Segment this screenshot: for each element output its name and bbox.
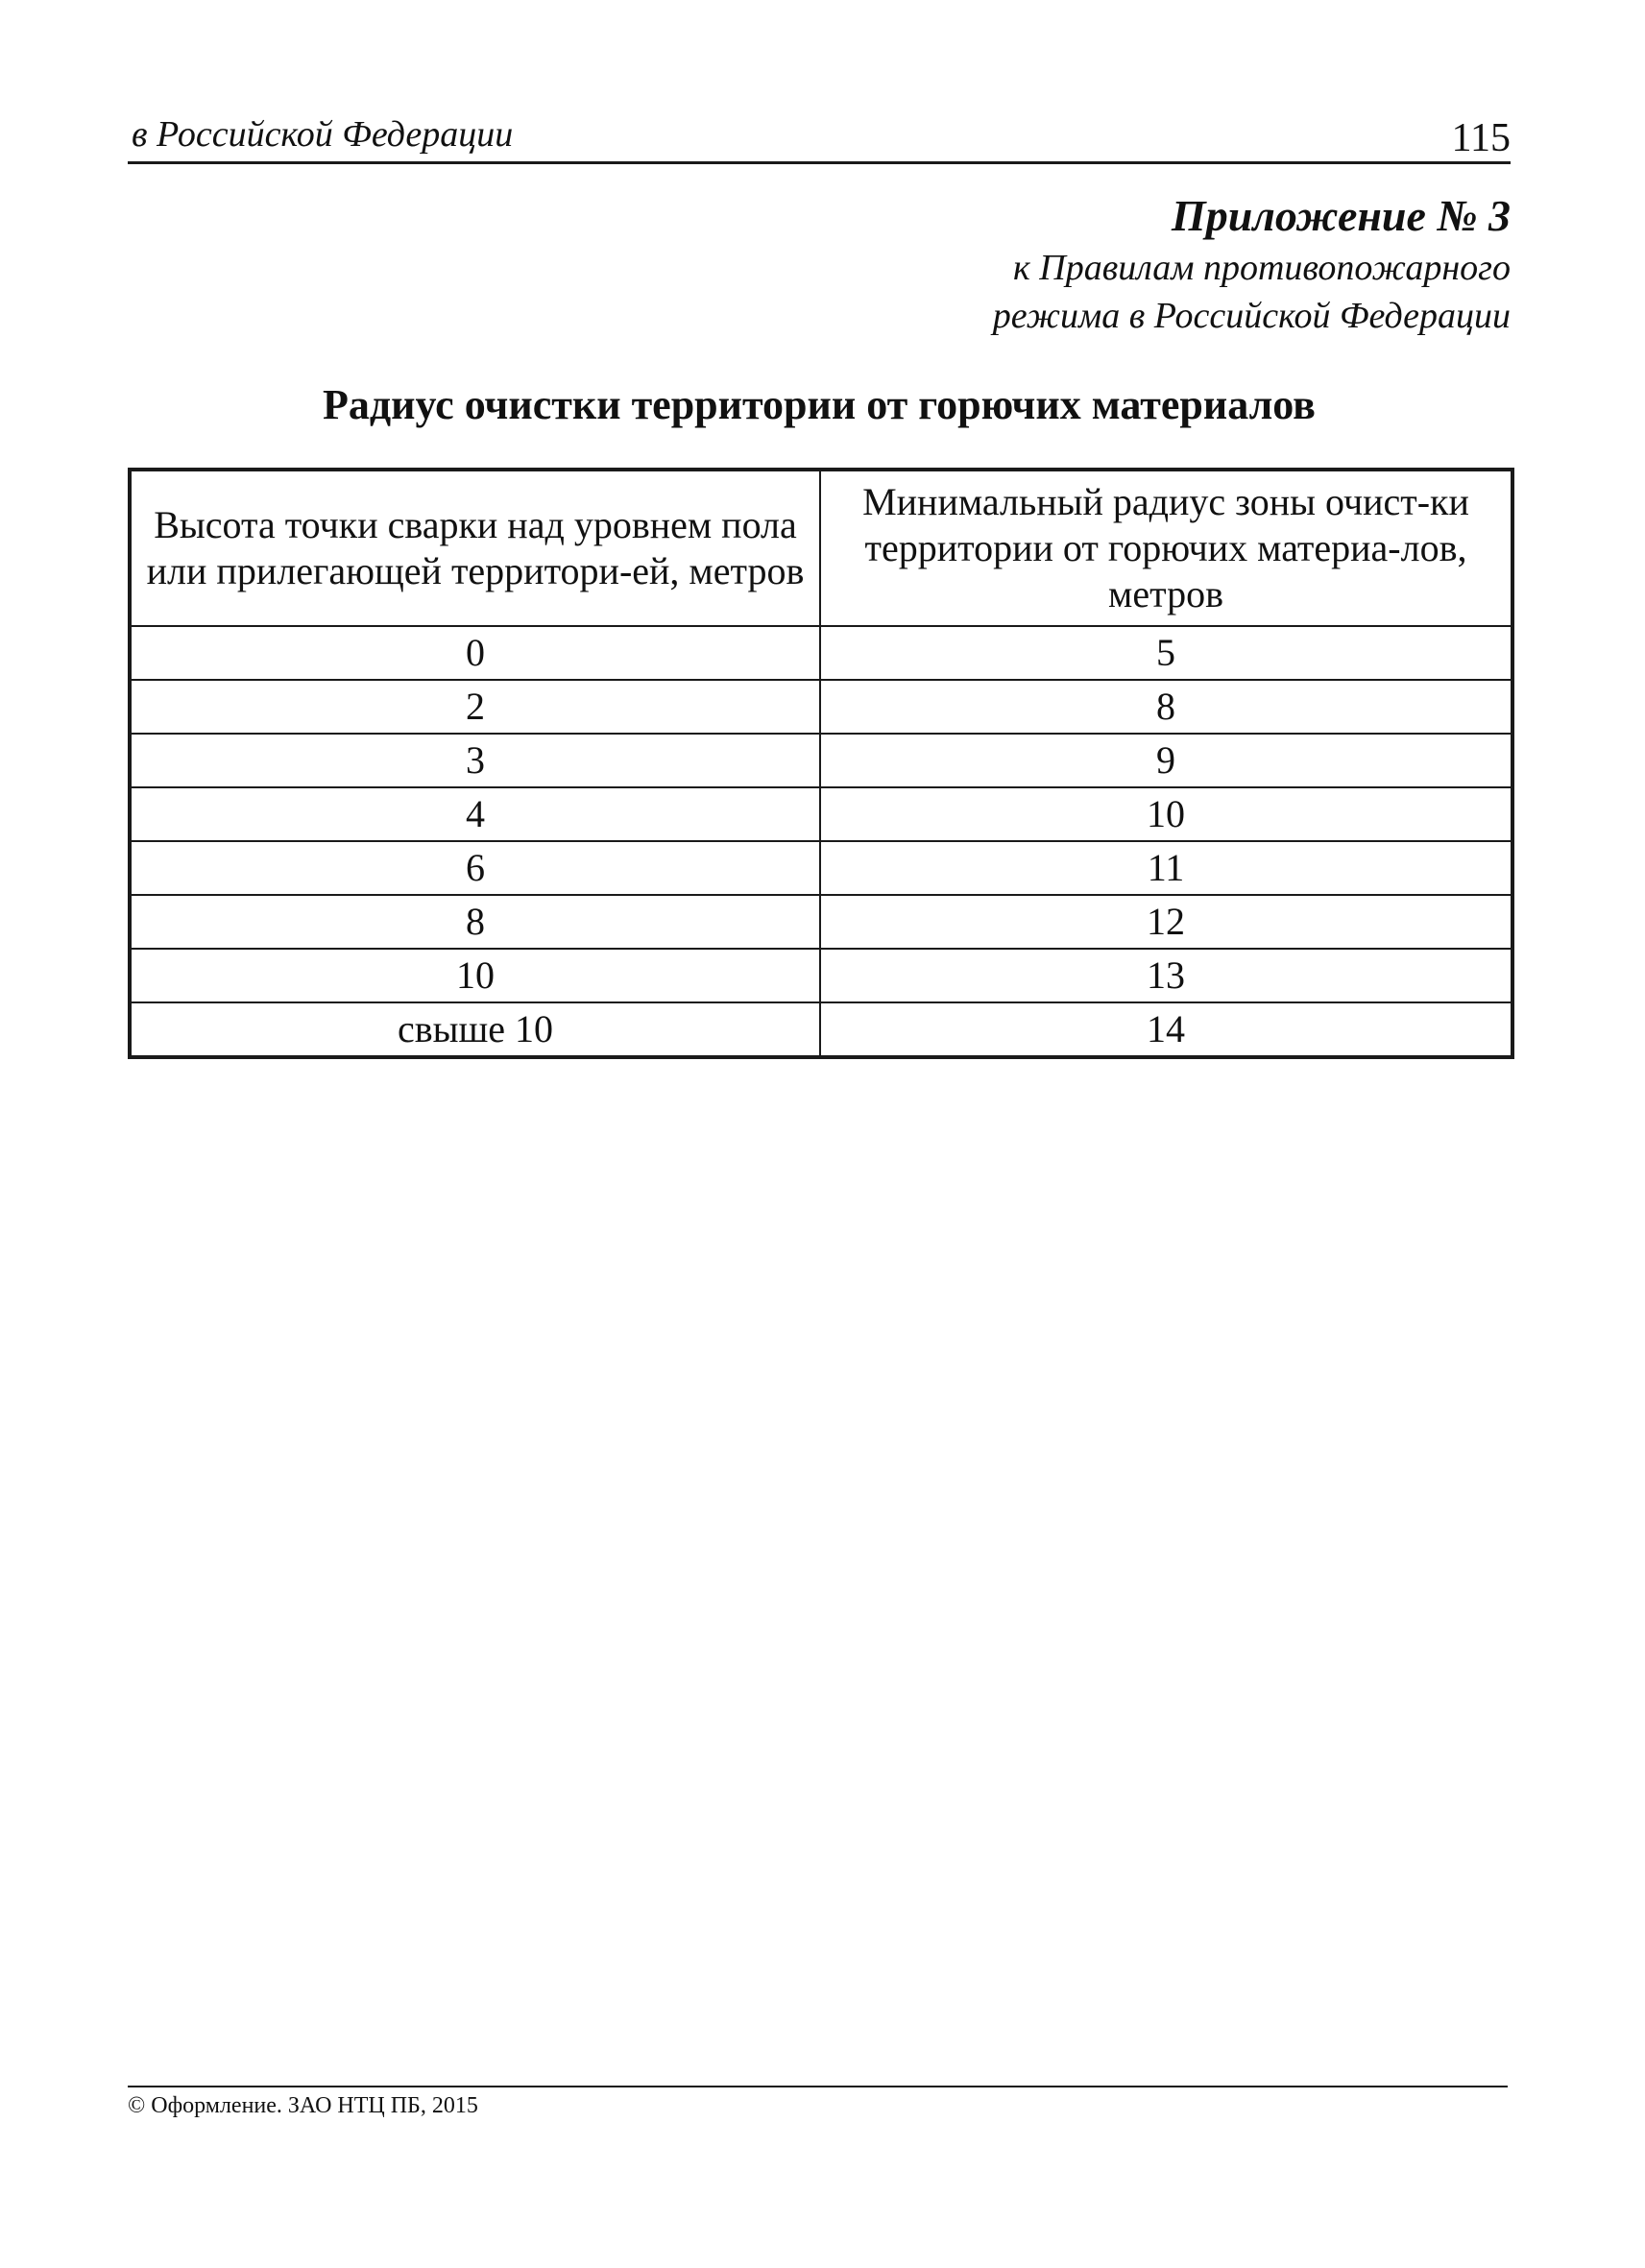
table-row — [130, 680, 1512, 734]
header-cell-height: Высота точки сварки над уровнем пола или прилегающей территори-ей, метров — [130, 470, 820, 626]
table-row — [130, 1002, 1512, 1057]
table-row — [130, 734, 1512, 787]
cell-radius: 14 — [820, 1002, 1512, 1057]
cell-height: 10 — [130, 949, 820, 1002]
cell-radius: 8 — [820, 680, 1512, 734]
running-header-title: в Российской Федерации — [132, 114, 514, 155]
table-title: Радиус очистки территории от горючих материалов — [323, 381, 1316, 428]
cell-height: 2 — [130, 680, 820, 734]
table-row — [130, 949, 1512, 1002]
cell-height: 0 — [130, 626, 820, 680]
cell-radius: 9 — [820, 734, 1512, 787]
cell-radius: 11 — [820, 841, 1512, 895]
cell-radius: 13 — [820, 949, 1512, 1002]
appendix-subtitle-line-1: к Правилам противопожарного — [1012, 248, 1511, 288]
cell-height: 8 — [130, 895, 820, 949]
cell-height: 4 — [130, 787, 820, 841]
cell-height: 3 — [130, 734, 820, 787]
running-header — [128, 108, 1511, 164]
cell-radius: 10 — [820, 787, 1512, 841]
appendix-block — [993, 188, 1511, 340]
footer-divider — [128, 2086, 1508, 2087]
cell-height: свыше 10 — [130, 1002, 820, 1057]
appendix-title: Приложение № 3 — [1171, 191, 1511, 240]
cell-radius: 5 — [820, 626, 1512, 680]
header-cell-radius: Минимальный радиус зоны очист-ки территории от горючих материа-лов, метров — [820, 470, 1512, 626]
table-row — [130, 626, 1512, 680]
appendix-subtitle-line-2: режима в Российской Федерации — [992, 296, 1511, 336]
radius-table — [128, 468, 1514, 1059]
cell-height: 6 — [130, 841, 820, 895]
footer-copyright: © Оформление. ЗАО НТЦ ПБ, 2015 — [128, 2093, 478, 2118]
table-header-row — [130, 470, 1512, 626]
cell-radius: 12 — [820, 895, 1512, 949]
table-row — [130, 841, 1512, 895]
table-row — [130, 895, 1512, 949]
page-number: 115 — [1451, 116, 1511, 160]
table-row — [130, 787, 1512, 841]
